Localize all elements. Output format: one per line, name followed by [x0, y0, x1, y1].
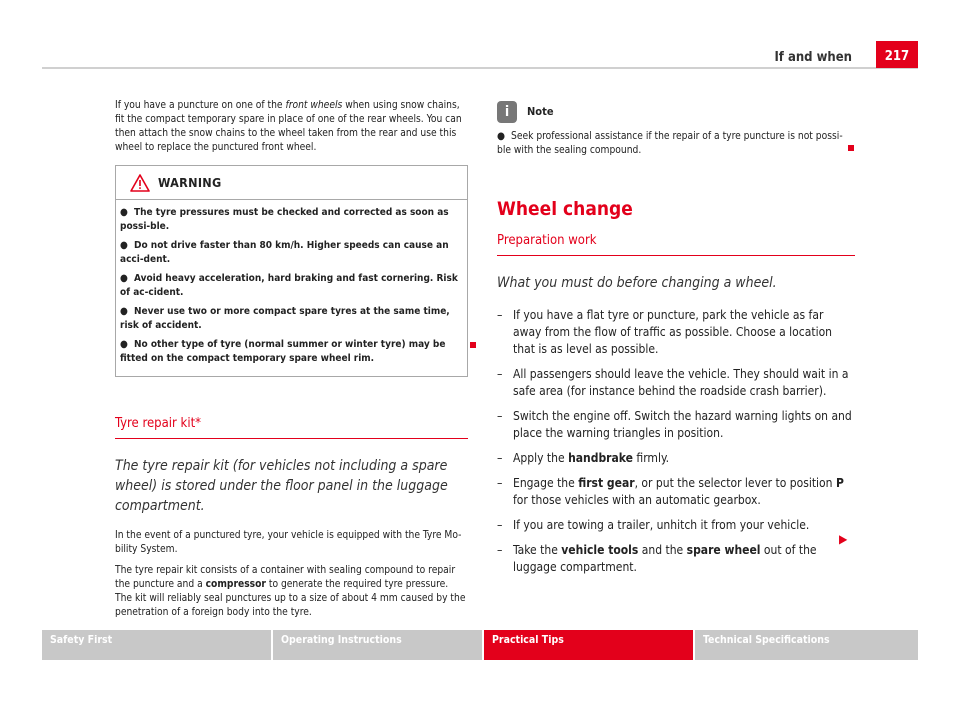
tab-technical-specifications[interactable]: Technical Specifications	[695, 630, 918, 660]
warning-triangle-icon	[130, 174, 150, 192]
note-header	[497, 100, 855, 124]
preparation-work-heading: Preparation work	[497, 234, 855, 256]
warning-header	[116, 166, 467, 199]
tab-practical-tips[interactable]: Practical Tips	[484, 630, 693, 660]
note-item: ● Seek professional assistance if the repair of a tyre puncture is not possi-ble with the sealing compound.	[497, 131, 843, 156]
repair-kit-contents-paragraph: The tyre repair kit consists of a container with sealing compound to repair the puncture and a compressor to generate the required tyre pressure. The kit will reliably seal punctures up to a size of about 4 mm caused by the penetration of a foreign body into the tyre.	[115, 565, 466, 618]
left-column	[115, 99, 468, 627]
warning-item: ● Do not drive faster than 80 km/h. Higher speeds can cause an acci-dent.	[120, 240, 449, 265]
list-item: – Apply the handbrake firmly.	[497, 451, 670, 465]
list-item: – Take the vehicle tools and the spare wheel out of the luggage compartment.	[497, 543, 817, 574]
section-end-marker	[470, 342, 476, 348]
warning-item: ● Never use two or more compact spare tyres at the same time, risk of accident.	[120, 306, 450, 331]
wheel-change-heading: Wheel change	[497, 198, 633, 220]
warning-item: ● The tyre pressures must be checked and corrected as soon as possi-ble.	[120, 207, 449, 232]
tab-safety-first[interactable]: Safety First	[42, 630, 271, 660]
tyre-mobility-paragraph: In the event of a punctured tyre, your vehicle is equipped with the Tyre Mo-bility System.	[115, 530, 462, 555]
tyre-repair-kit-heading: Tyre repair kit*	[115, 417, 468, 439]
warning-item: ● Avoid heavy acceleration, hard braking and fast cornering. Risk of ac-cident.	[120, 273, 458, 298]
note-end-marker	[848, 145, 854, 151]
snow-chains-paragraph: If you have a puncture on one of the front wheels when using snow chains, fit the compact temporary spare in place of one of the rear wheels. You can then attach the snow chains to the wheel taken from the rear and use this wheel to replace the punctured front wheel.	[115, 100, 462, 153]
list-item: – Engage the first gear, or put the selector lever to position P for those vehicles with an automatic gearbox.	[497, 476, 844, 507]
header-rule	[42, 67, 918, 69]
right-column	[497, 100, 855, 584]
emphasis-front-wheels: front wheels	[285, 100, 343, 111]
warning-title: WARNING	[158, 174, 222, 190]
list-item: – Switch the engine off. Switch the hazard warning lights on and place the warning triangles in position.	[497, 409, 852, 440]
warning-box	[115, 165, 468, 377]
preparation-intro: What you must do before changing a wheel.	[497, 275, 777, 291]
tyre-repair-kit-intro: The tyre repair kit (for vehicles not including a spare wheel) is stored under the floor panel in the luggage compartment.	[115, 458, 448, 514]
warning-item: ● No other type of tyre (normal summer or winter tyre) may be fitted on the compact temporary spare wheel rim.	[120, 339, 446, 364]
list-item: – All passengers should leave the vehicle. They should wait in a safe area (for instance behind the roadside crash barrier).	[497, 367, 849, 398]
footer-nav	[42, 630, 918, 660]
page-number: 217	[876, 41, 918, 68]
page-title: If and when	[774, 50, 852, 65]
tab-operating-instructions[interactable]: Operating Instructions	[273, 630, 482, 660]
continue-arrow-icon: ▶	[839, 532, 848, 546]
list-item: – If you are towing a trailer, unhitch it from your vehicle.	[497, 518, 810, 532]
warning-list	[116, 199, 467, 376]
info-icon: i	[497, 101, 517, 123]
note-title: Note	[527, 105, 554, 118]
list-item: – If you have a flat tyre or puncture, park the vehicle as far away from the flow of traffic as possible. Choose a location that is as level as possible.	[497, 308, 833, 356]
preparation-steps	[497, 307, 855, 576]
